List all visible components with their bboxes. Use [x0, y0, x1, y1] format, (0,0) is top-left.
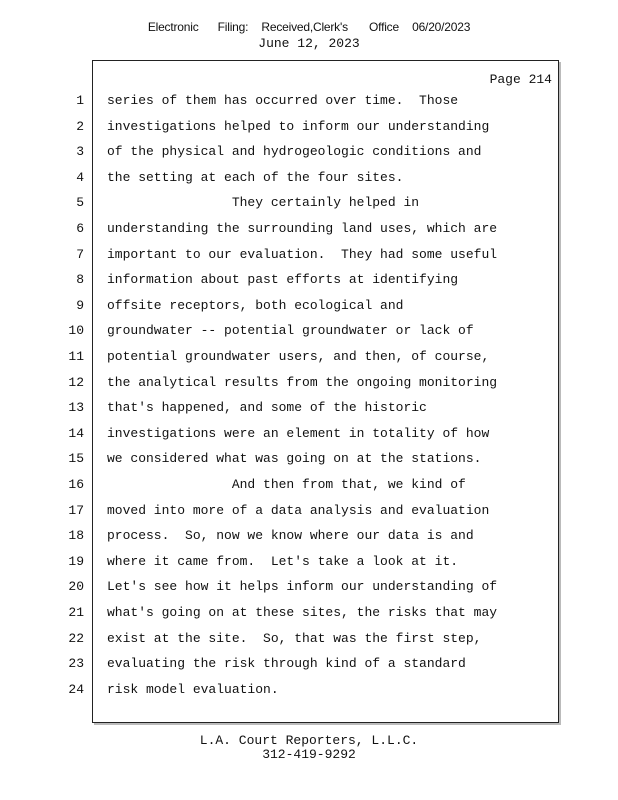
line-text: process. So, now we know where our data is and	[107, 528, 474, 544]
line-number: 7	[76, 246, 84, 262]
line-text: investigations were an element in totality of how	[107, 425, 490, 441]
filing-word-5: 06/20/2023	[412, 20, 471, 34]
line-number: 12	[68, 374, 84, 390]
transcript-line	[0, 93, 618, 113]
transcript-line	[0, 400, 618, 420]
transcript-line	[0, 451, 618, 471]
line-number: 13	[68, 400, 84, 416]
line-text: groundwater -- potential groundwater or lack of	[107, 323, 474, 339]
line-text: moved into more of a data analysis and evaluation	[107, 502, 490, 518]
line-number: 23	[68, 656, 84, 672]
line-number: 4	[76, 169, 84, 185]
transcript-line	[0, 426, 618, 446]
line-text: we considered what was going on at the stations.	[107, 451, 482, 467]
transcript-line	[0, 579, 618, 599]
line-text: of the physical and hydrogeologic conditions and	[107, 144, 482, 160]
filing-word-2: Filing:	[217, 20, 249, 34]
line-text: exist at the site. So, that was the first step,	[107, 630, 482, 646]
line-text: And then from that, we kind of	[107, 477, 466, 492]
line-number: 22	[68, 630, 84, 646]
line-text: investigations helped to inform our understanding	[107, 118, 490, 134]
line-text: the analytical results from the ongoing monitoring	[107, 374, 498, 390]
transcript-line	[0, 656, 618, 676]
line-number: 2	[76, 118, 84, 134]
line-text: risk model evaluation.	[107, 681, 279, 697]
page-number: Page 214	[489, 72, 552, 87]
line-number: 10	[68, 323, 84, 339]
line-text: understanding the surrounding land uses, which are	[107, 221, 498, 236]
transcript-line	[0, 323, 618, 343]
transcript-line	[0, 631, 618, 651]
transcript-line	[0, 247, 618, 267]
line-number: 5	[76, 195, 84, 211]
line-number: 21	[68, 605, 84, 620]
line-number: 3	[76, 144, 84, 160]
line-text: what's going on at these sites, the risks that may	[107, 605, 498, 620]
line-text: offsite receptors, both ecological and	[107, 297, 404, 313]
filing-word-1: Electronic	[147, 20, 199, 34]
line-number: 8	[76, 272, 84, 288]
transcript-line	[0, 119, 618, 139]
line-number: 18	[68, 528, 84, 544]
line-text: where it came from. Let's take a look at it.	[107, 553, 459, 569]
line-number: 24	[68, 681, 84, 697]
transcript-line	[0, 221, 618, 241]
transcript-line	[0, 477, 618, 497]
line-number: 9	[76, 297, 84, 313]
line-text: They certainly helped in	[107, 195, 420, 211]
line-number: 16	[68, 477, 84, 492]
line-number: 19	[68, 553, 84, 569]
line-number: 15	[68, 451, 84, 467]
transcript-line	[0, 195, 618, 215]
transcript-line	[0, 272, 618, 292]
transcript-line	[0, 349, 618, 369]
transcript-line	[0, 554, 618, 574]
filing-stamp	[0, 20, 618, 34]
line-text: evaluating the risk through kind of a standard	[107, 656, 466, 672]
transcript-line	[0, 503, 618, 523]
line-text: information about past efforts at identifying	[107, 272, 459, 288]
line-text: important to our evaluation. They had some useful	[107, 246, 498, 262]
filing-word-3: Received,Clerk's	[261, 20, 348, 34]
transcript-line	[0, 605, 618, 625]
line-number: 11	[68, 349, 84, 364]
line-text: potential groundwater users, and then, of course,	[107, 349, 490, 364]
transcript-line	[0, 298, 618, 318]
transcript-date: June 12, 2023	[258, 36, 360, 51]
line-text: that's happened, and some of the historic	[107, 400, 427, 416]
transcript-line	[0, 170, 618, 190]
line-number: 20	[68, 579, 84, 595]
footer-phone: 312-419-9292	[262, 747, 356, 762]
transcript-line	[0, 682, 618, 702]
line-number: 6	[76, 221, 84, 236]
line-number: 14	[68, 425, 84, 441]
line-text: series of them has occurred over time. Those	[107, 93, 459, 108]
line-number: 1	[76, 93, 84, 108]
transcript-line	[0, 144, 618, 164]
transcript-line	[0, 375, 618, 395]
footer-company: L.A. Court Reporters, L.L.C.	[199, 733, 419, 748]
filing-word-4: Office	[369, 20, 399, 34]
line-number: 17	[68, 502, 84, 518]
transcript-line	[0, 528, 618, 548]
line-text: the setting at each of the four sites.	[107, 169, 404, 185]
line-text: Let's see how it helps inform our understanding of	[107, 579, 498, 595]
